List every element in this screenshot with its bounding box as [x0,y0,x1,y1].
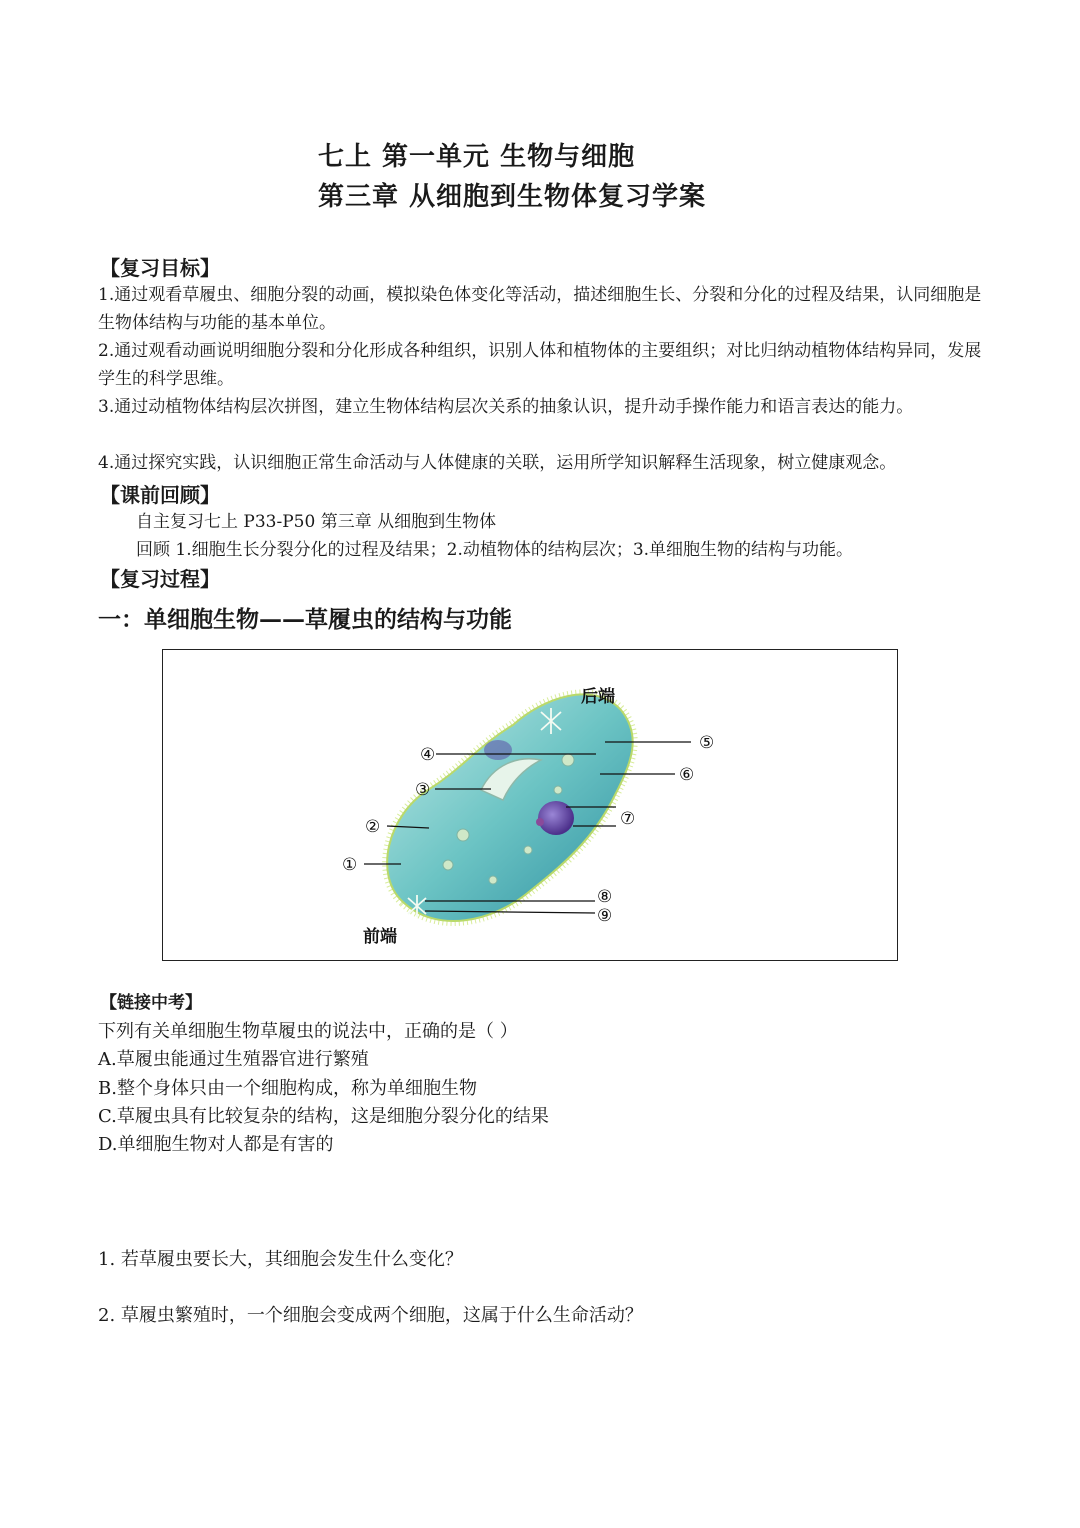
paramecium-figure [162,649,898,961]
food-vacuole [489,876,497,884]
option-a: A.草履虫能通过生殖器官进行繁殖 [98,1049,369,1070]
objective-item-2: 2.通过观看动画说明细胞分裂和分化形成各种组织，识别人体和植物体的主要组织；对比归纳动植物体结构异同，发展学生的科学思维。 [98,341,982,389]
objective-item-1: 1.通过观看草履虫、细胞分裂的动画，模拟染色体变化等活动，描述细胞生长、分裂和分化的过程及结果，认同细胞是生物体结构与功能的基本单位。 [98,285,982,333]
marker-3: ③ [415,780,431,800]
food-vacuole [554,786,562,794]
paramecium-body [387,694,636,921]
food-vacuole [524,846,532,854]
option-c: C.草履虫具有比较复杂的结构，这是细胞分裂分化的结果 [98,1106,549,1127]
preview-line-2: 回顾 1.细胞生长分裂分化的过程及结果；2.动植物体的结构层次；3.单细胞生物的结构与功能。 [136,540,854,560]
food-vacuole [562,754,574,766]
section1-heading: 一：单细胞生物——草履虫的结构与功能 [98,606,512,633]
preview-heading: 【课前回顾】 [100,483,220,507]
macronucleus [538,801,574,835]
option-d: D.单细胞生物对人都是有害的 [98,1134,334,1155]
food-vacuole [457,829,469,841]
question-2: 2. 草履虫繁殖时，一个细胞会变成两个细胞，这属于什么生命活动？ [98,1305,643,1326]
label-rear-end: 后端 [581,687,615,707]
label-front-end: 前端 [363,927,397,947]
marker-6: ⑥ [679,765,695,785]
objectives-heading: 【复习目标】 [100,256,220,280]
objective-item-3: 3.通过动植物体结构层次拼图，建立生物体结构层次关系的抽象认识，提升动手操作能力和语言表达的能力。 [98,397,914,417]
anal-pore-region [484,740,512,760]
document-title-line2: 第三章 从细胞到生物体复习学案 [318,182,707,212]
marker-4: ④ [420,745,436,765]
marker-7: ⑦ [620,809,636,829]
marker-8: ⑧ [597,887,613,907]
food-vacuole [443,860,453,870]
marker-9: ⑨ [597,906,613,926]
document-title-line1: 七上 第一单元 生物与细胞 [318,142,636,172]
exam-link-heading: 【链接中考】 [100,993,202,1013]
marker-2: ② [365,817,381,837]
exam-question: 下列有关单细胞生物草履虫的说法中，正确的是（ ） [98,1021,518,1042]
question-1: 1. 若草履虫要长大，其细胞会发生什么变化？ [98,1249,463,1270]
process-heading: 【复习过程】 [100,567,220,591]
objective-item-4: 4.通过探究实践，认识细胞正常生命活动与人体健康的关联，运用所学知识解释生活现象，树立健康观念。 [98,453,897,473]
marker-1: ① [342,855,358,875]
preview-line-1: 自主复习七上 P33-P50 第三章 从细胞到生物体 [136,512,497,532]
paramecium-diagram [163,650,899,962]
option-b: B.整个身体只由一个细胞构成，称为单细胞生物 [98,1078,477,1099]
micronucleus [536,818,544,826]
marker-5: ⑤ [699,733,715,753]
